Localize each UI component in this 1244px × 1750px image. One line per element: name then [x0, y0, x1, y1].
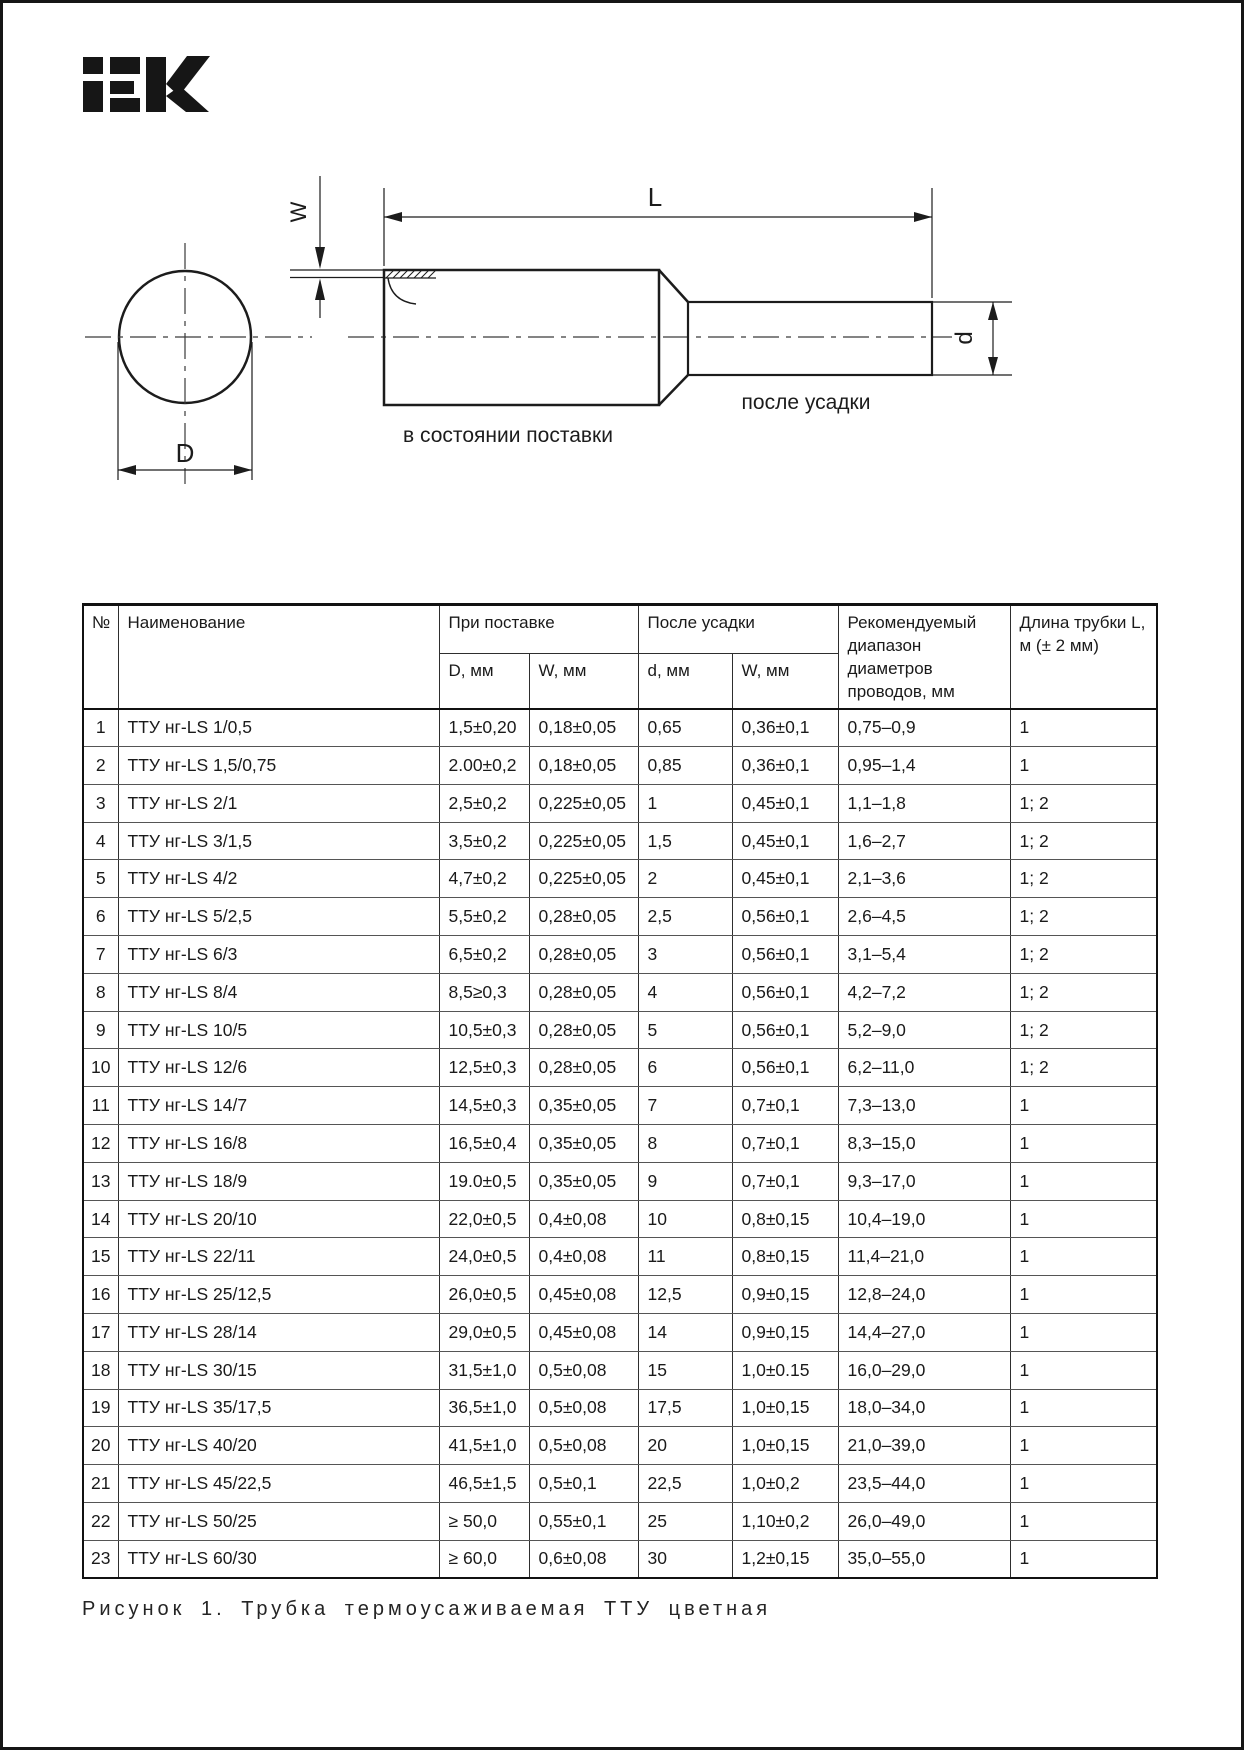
supply-diameter-cell: 22,0±0,5: [439, 1200, 529, 1238]
header-shrunk-W: W, мм: [732, 653, 838, 709]
product-name-cell: ТТУ нг-LS 12/6: [118, 1049, 439, 1087]
row-number-cell: 12: [83, 1125, 118, 1163]
supply-wall-cell: 0,4±0,08: [529, 1200, 638, 1238]
shrunk-diameter-cell: 8: [638, 1125, 732, 1163]
row-number-cell: 23: [83, 1540, 118, 1578]
tube-length-cell: 1: [1010, 1238, 1157, 1276]
supply-diameter-cell: 2,5±0,2: [439, 784, 529, 822]
table-row: [83, 1162, 1157, 1200]
row-number-cell: 19: [83, 1389, 118, 1427]
shrunk-wall-cell: 0,7±0,1: [732, 1087, 838, 1125]
header-tube-length: Длина трубки L, м (± 2 мм): [1010, 605, 1157, 709]
supply-wall-cell: 0,45±0,08: [529, 1276, 638, 1314]
table-header: [83, 605, 1157, 709]
table-row: [83, 1427, 1157, 1465]
tube-length-cell: 1; 2: [1010, 973, 1157, 1011]
wire-range-cell: 4,2–7,2: [838, 973, 1010, 1011]
shrunk-wall-cell: 0,45±0,1: [732, 784, 838, 822]
row-number-cell: 7: [83, 936, 118, 974]
shrunk-wall-cell: 0,45±0,1: [732, 822, 838, 860]
shrunk-wall-cell: 0,45±0,1: [732, 860, 838, 898]
product-name-cell: ТТУ нг-LS 50/25: [118, 1502, 439, 1540]
tube-length-cell: 1: [1010, 747, 1157, 785]
supply-wall-cell: 0,18±0,05: [529, 747, 638, 785]
product-name-cell: ТТУ нг-LS 2/1: [118, 784, 439, 822]
supply-diameter-cell: 16,5±0,4: [439, 1125, 529, 1163]
label-L: L: [647, 182, 663, 212]
row-number-cell: 1: [83, 709, 118, 747]
wire-range-cell: 6,2–11,0: [838, 1049, 1010, 1087]
shrunk-diameter-cell: 5: [638, 1011, 732, 1049]
row-number-cell: 6: [83, 898, 118, 936]
supply-diameter-cell: ≥ 60,0: [439, 1540, 529, 1578]
table-row: [83, 747, 1157, 785]
supply-diameter-cell: 5,5±0,2: [439, 898, 529, 936]
label-W: W: [286, 201, 311, 223]
tube-body-supplied: [384, 270, 659, 405]
table-row: [83, 898, 1157, 936]
wire-range-cell: 1,1–1,8: [838, 784, 1010, 822]
wire-range-cell: 10,4–19,0: [838, 1200, 1010, 1238]
shrunk-wall-cell: 1,0±0,2: [732, 1465, 838, 1503]
shrunk-wall-cell: 1,2±0,15: [732, 1540, 838, 1578]
header-recommended-range: Рекомендуемый диапазон диаметров проводов, мм: [838, 605, 1010, 709]
product-name-cell: ТТУ нг-LS 3/1,5: [118, 822, 439, 860]
label-delivery-state: в состоянии поставки: [403, 424, 613, 447]
supply-diameter-cell: 3,5±0,2: [439, 822, 529, 860]
label-after-shrink: после усадки: [741, 391, 871, 414]
product-name-cell: ТТУ нг-LS 1/0,5: [118, 709, 439, 747]
row-number-cell: 20: [83, 1427, 118, 1465]
supply-wall-cell: 0,35±0,05: [529, 1125, 638, 1163]
supply-diameter-cell: 26,0±0,5: [439, 1276, 529, 1314]
shrunk-diameter-cell: 6: [638, 1049, 732, 1087]
supply-diameter-cell: 2.00±0,2: [439, 747, 529, 785]
table-row: [83, 1540, 1157, 1578]
shrunk-diameter-cell: 11: [638, 1238, 732, 1276]
shrunk-diameter-cell: 2: [638, 860, 732, 898]
row-number-cell: 3: [83, 784, 118, 822]
product-name-cell: ТТУ нг-LS 45/22,5: [118, 1465, 439, 1503]
wire-range-cell: 11,4–21,0: [838, 1238, 1010, 1276]
inner-wall-curve: [388, 278, 416, 304]
table-row: [83, 1351, 1157, 1389]
tube-body-shrunk: [688, 302, 932, 375]
header-at-delivery: При поставке: [439, 605, 638, 654]
wire-range-cell: 35,0–55,0: [838, 1540, 1010, 1578]
supply-diameter-cell: 29,0±0,5: [439, 1314, 529, 1352]
table-row: [83, 973, 1157, 1011]
wire-range-cell: 12,8–24,0: [838, 1276, 1010, 1314]
shrunk-diameter-cell: 17,5: [638, 1389, 732, 1427]
supply-wall-cell: 0,55±0,1: [529, 1502, 638, 1540]
taper-top: [659, 270, 688, 302]
wire-range-cell: 21,0–39,0: [838, 1427, 1010, 1465]
wire-range-cell: 9,3–17,0: [838, 1162, 1010, 1200]
table-row: [83, 1087, 1157, 1125]
row-number-cell: 9: [83, 1011, 118, 1049]
product-name-cell: ТТУ нг-LS 40/20: [118, 1427, 439, 1465]
product-name-cell: ТТУ нг-LS 16/8: [118, 1125, 439, 1163]
tube-length-cell: 1: [1010, 1540, 1157, 1578]
shrunk-wall-cell: 1,10±0,2: [732, 1502, 838, 1540]
supply-wall-cell: 0,225±0,05: [529, 822, 638, 860]
wire-range-cell: 2,6–4,5: [838, 898, 1010, 936]
wire-range-cell: 16,0–29,0: [838, 1351, 1010, 1389]
wire-range-cell: 18,0–34,0: [838, 1389, 1010, 1427]
tube-length-cell: 1: [1010, 1087, 1157, 1125]
shrunk-wall-cell: 0,56±0,1: [732, 1049, 838, 1087]
tube-length-cell: 1: [1010, 1389, 1157, 1427]
table-row: [83, 1049, 1157, 1087]
shrunk-diameter-cell: 15: [638, 1351, 732, 1389]
supply-diameter-cell: 46,5±1,5: [439, 1465, 529, 1503]
row-number-cell: 5: [83, 860, 118, 898]
supply-wall-cell: 0,5±0,08: [529, 1351, 638, 1389]
shrunk-diameter-cell: 1: [638, 784, 732, 822]
table-row: [83, 1502, 1157, 1540]
shrunk-diameter-cell: 25: [638, 1502, 732, 1540]
shrunk-wall-cell: 0,8±0,15: [732, 1238, 838, 1276]
figure-caption: Рисунок 1. Трубка термоусаживаемая ТТУ цветная: [82, 1598, 772, 1620]
table-row: [83, 1465, 1157, 1503]
supply-wall-cell: 0,28±0,05: [529, 973, 638, 1011]
shrunk-diameter-cell: 14: [638, 1314, 732, 1352]
supply-wall-cell: 0,35±0,05: [529, 1162, 638, 1200]
product-name-cell: ТТУ нг-LS 5/2,5: [118, 898, 439, 936]
label-D: D: [175, 438, 195, 468]
header-name: Наименование: [118, 605, 439, 709]
tube-length-cell: 1: [1010, 1276, 1157, 1314]
table-row: [83, 709, 1157, 747]
supply-wall-cell: 0,28±0,05: [529, 936, 638, 974]
wire-range-cell: 0,75–0,9: [838, 709, 1010, 747]
row-number-cell: 17: [83, 1314, 118, 1352]
supply-wall-cell: 0,4±0,08: [529, 1238, 638, 1276]
shrunk-diameter-cell: 0,85: [638, 747, 732, 785]
product-name-cell: ТТУ нг-LS 20/10: [118, 1200, 439, 1238]
shrunk-diameter-cell: 10: [638, 1200, 732, 1238]
shrunk-wall-cell: 0,56±0,1: [732, 973, 838, 1011]
header-num: №: [83, 605, 118, 709]
header-shrunk-d: d, мм: [638, 653, 732, 709]
wire-range-cell: 14,4–27,0: [838, 1314, 1010, 1352]
product-name-cell: ТТУ нг-LS 28/14: [118, 1314, 439, 1352]
tube-length-cell: 1: [1010, 1314, 1157, 1352]
supply-diameter-cell: ≥ 50,0: [439, 1502, 529, 1540]
product-name-cell: ТТУ нг-LS 14/7: [118, 1087, 439, 1125]
table-row: [83, 1238, 1157, 1276]
tube-length-cell: 1; 2: [1010, 936, 1157, 974]
tube-length-cell: 1; 2: [1010, 784, 1157, 822]
shrunk-wall-cell: 1,0±0,15: [732, 1389, 838, 1427]
wire-range-cell: 3,1–5,4: [838, 936, 1010, 974]
shrunk-wall-cell: 0,56±0,1: [732, 898, 838, 936]
product-name-cell: ТТУ нг-LS 1,5/0,75: [118, 747, 439, 785]
shrunk-diameter-cell: 0,65: [638, 709, 732, 747]
product-name-cell: ТТУ нг-LS 18/9: [118, 1162, 439, 1200]
supply-wall-cell: 0,225±0,05: [529, 860, 638, 898]
supply-wall-cell: 0,5±0,08: [529, 1389, 638, 1427]
wire-range-cell: 8,3–15,0: [838, 1125, 1010, 1163]
supply-wall-cell: 0,6±0,08: [529, 1540, 638, 1578]
product-name-cell: ТТУ нг-LS 60/30: [118, 1540, 439, 1578]
supply-diameter-cell: 36,5±1,0: [439, 1389, 529, 1427]
product-name-cell: ТТУ нг-LS 8/4: [118, 973, 439, 1011]
row-number-cell: 21: [83, 1465, 118, 1503]
product-name-cell: ТТУ нг-LS 25/12,5: [118, 1276, 439, 1314]
shrunk-wall-cell: 0,8±0,15: [732, 1200, 838, 1238]
shrunk-wall-cell: 1,0±0.15: [732, 1351, 838, 1389]
product-name-cell: ТТУ нг-LS 30/15: [118, 1351, 439, 1389]
supply-wall-cell: 0,28±0,05: [529, 1011, 638, 1049]
supply-wall-cell: 0,35±0,05: [529, 1087, 638, 1125]
table-row: [83, 1314, 1157, 1352]
table-row: [83, 1276, 1157, 1314]
table-row: [83, 1389, 1157, 1427]
tube-length-cell: 1; 2: [1010, 1011, 1157, 1049]
supply-diameter-cell: 24,0±0,5: [439, 1238, 529, 1276]
shrunk-wall-cell: 0,36±0,1: [732, 709, 838, 747]
shrunk-wall-cell: 0,7±0,1: [732, 1162, 838, 1200]
supply-wall-cell: 0,18±0,05: [529, 709, 638, 747]
supply-diameter-cell: 31,5±1,0: [439, 1351, 529, 1389]
tube-length-cell: 1: [1010, 1351, 1157, 1389]
table-row: [83, 1200, 1157, 1238]
supply-diameter-cell: 41,5±1,0: [439, 1427, 529, 1465]
shrunk-wall-cell: 0,9±0,15: [732, 1276, 838, 1314]
product-name-cell: ТТУ нг-LS 35/17,5: [118, 1389, 439, 1427]
header-supply-D: D, мм: [439, 653, 529, 709]
supply-diameter-cell: 6,5±0,2: [439, 936, 529, 974]
supply-wall-cell: 0,5±0,1: [529, 1465, 638, 1503]
product-name-cell: ТТУ нг-LS 22/11: [118, 1238, 439, 1276]
supply-wall-cell: 0,225±0,05: [529, 784, 638, 822]
tube-length-cell: 1: [1010, 1125, 1157, 1163]
table-row: [83, 1011, 1157, 1049]
row-number-cell: 2: [83, 747, 118, 785]
row-number-cell: 14: [83, 1200, 118, 1238]
shrunk-diameter-cell: 20: [638, 1427, 732, 1465]
header-after-shrink: После усадки: [638, 605, 838, 654]
table-row: [83, 936, 1157, 974]
table-row: [83, 860, 1157, 898]
row-number-cell: 16: [83, 1276, 118, 1314]
tube-length-cell: 1; 2: [1010, 1049, 1157, 1087]
supply-wall-cell: 0,5±0,08: [529, 1427, 638, 1465]
header-supply-W: W, мм: [529, 653, 638, 709]
shrunk-wall-cell: 0,36±0,1: [732, 747, 838, 785]
shrunk-diameter-cell: 7: [638, 1087, 732, 1125]
label-d: d: [951, 331, 978, 345]
shrunk-wall-cell: 0,56±0,1: [732, 1011, 838, 1049]
tube-length-cell: 1; 2: [1010, 822, 1157, 860]
shrunk-diameter-cell: 1,5: [638, 822, 732, 860]
row-number-cell: 18: [83, 1351, 118, 1389]
shrunk-diameter-cell: 4: [638, 973, 732, 1011]
row-number-cell: 22: [83, 1502, 118, 1540]
table-row: [83, 1125, 1157, 1163]
tube-length-cell: 1: [1010, 1162, 1157, 1200]
tube-length-cell: 1; 2: [1010, 860, 1157, 898]
wire-range-cell: 7,3–13,0: [838, 1087, 1010, 1125]
taper-bottom: [659, 375, 688, 405]
supply-wall-cell: 0,28±0,05: [529, 898, 638, 936]
row-number-cell: 10: [83, 1049, 118, 1087]
supply-diameter-cell: 8,5≥0,3: [439, 973, 529, 1011]
wire-range-cell: 0,95–1,4: [838, 747, 1010, 785]
shrunk-diameter-cell: 3: [638, 936, 732, 974]
shrunk-wall-cell: 0,56±0,1: [732, 936, 838, 974]
tube-length-cell: 1: [1010, 1200, 1157, 1238]
shrunk-diameter-cell: 9: [638, 1162, 732, 1200]
tube-length-cell: 1: [1010, 1502, 1157, 1540]
shrunk-diameter-cell: 30: [638, 1540, 732, 1578]
row-number-cell: 11: [83, 1087, 118, 1125]
technical-diagram: [0, 0, 1244, 560]
tube-length-cell: 1: [1010, 1465, 1157, 1503]
supply-diameter-cell: 10,5±0,3: [439, 1011, 529, 1049]
tube-length-cell: 1: [1010, 709, 1157, 747]
table-body: [83, 709, 1157, 1578]
row-number-cell: 8: [83, 973, 118, 1011]
table-row: [83, 822, 1157, 860]
supply-diameter-cell: 4,7±0,2: [439, 860, 529, 898]
supply-diameter-cell: 1,5±0,20: [439, 709, 529, 747]
supply-diameter-cell: 12,5±0,3: [439, 1049, 529, 1087]
shrunk-wall-cell: 1,0±0,15: [732, 1427, 838, 1465]
shrunk-diameter-cell: 2,5: [638, 898, 732, 936]
product-name-cell: ТТУ нг-LS 4/2: [118, 860, 439, 898]
shrunk-diameter-cell: 22,5: [638, 1465, 732, 1503]
tube-length-cell: 1; 2: [1010, 898, 1157, 936]
supply-diameter-cell: 19.0±0,5: [439, 1162, 529, 1200]
tube-length-cell: 1: [1010, 1427, 1157, 1465]
supply-wall-cell: 0,28±0,05: [529, 1049, 638, 1087]
shrunk-wall-cell: 0,9±0,15: [732, 1314, 838, 1352]
wire-range-cell: 1,6–2,7: [838, 822, 1010, 860]
supply-wall-cell: 0,45±0,08: [529, 1314, 638, 1352]
row-number-cell: 13: [83, 1162, 118, 1200]
wire-range-cell: 5,2–9,0: [838, 1011, 1010, 1049]
product-name-cell: ТТУ нг-LS 6/3: [118, 936, 439, 974]
spec-table: [82, 603, 1158, 1579]
wire-range-cell: 2,1–3,6: [838, 860, 1010, 898]
wire-range-cell: 23,5–44,0: [838, 1465, 1010, 1503]
row-number-cell: 4: [83, 822, 118, 860]
dimension-W: [290, 176, 384, 318]
table-row: [83, 784, 1157, 822]
shrunk-wall-cell: 0,7±0,1: [732, 1125, 838, 1163]
product-name-cell: ТТУ нг-LS 10/5: [118, 1011, 439, 1049]
shrunk-diameter-cell: 12,5: [638, 1276, 732, 1314]
wire-range-cell: 26,0–49,0: [838, 1502, 1010, 1540]
row-number-cell: 15: [83, 1238, 118, 1276]
supply-diameter-cell: 14,5±0,3: [439, 1087, 529, 1125]
